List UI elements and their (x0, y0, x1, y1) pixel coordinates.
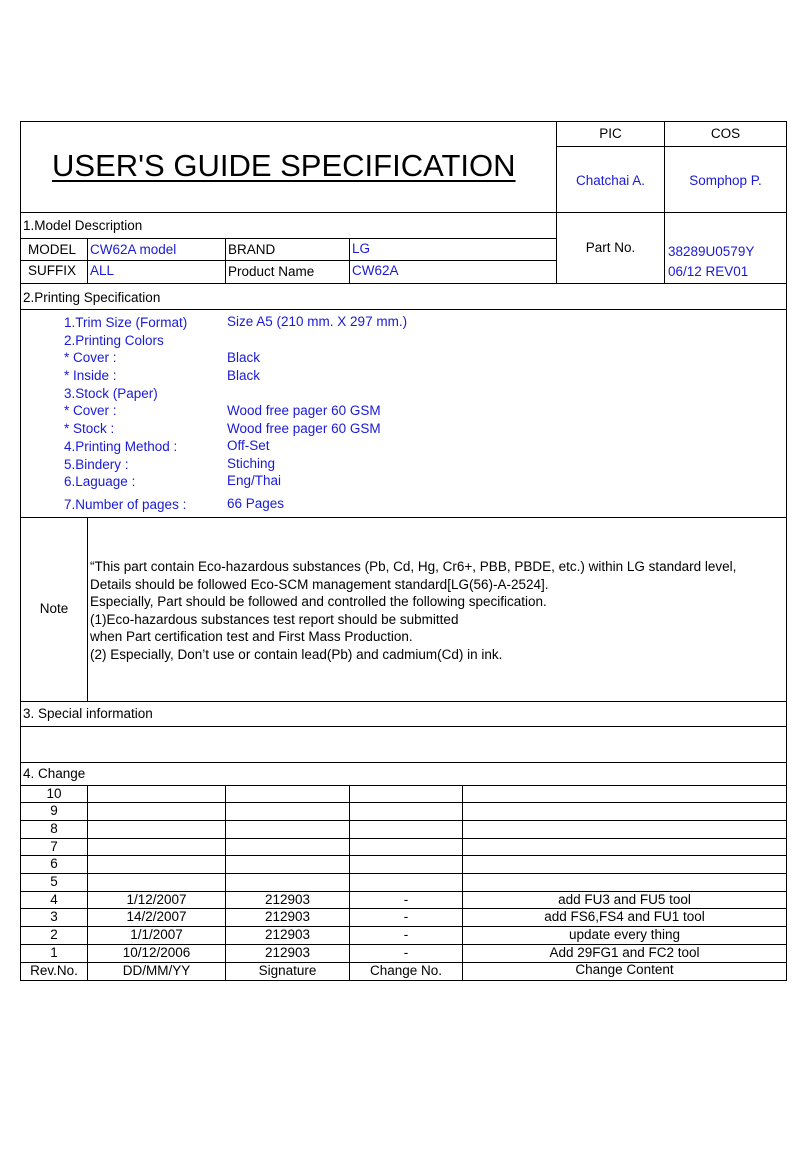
change-date: 10/12/2006 (122, 945, 191, 960)
spec-label: 5.Bindery : (64, 457, 129, 472)
change-no: - (403, 927, 409, 942)
spec-value: Black (227, 368, 261, 383)
change-no: - (403, 892, 409, 907)
col-header-date: DD/MM/YY (122, 963, 191, 978)
change-date: 1/12/2007 (126, 892, 187, 907)
change-no: - (403, 945, 409, 960)
suffix-label: SUFFIX (28, 263, 77, 278)
change-content: update every thing (568, 927, 681, 942)
spec-value: Wood free pager 60 GSM (227, 421, 381, 436)
spec-label: 3.Stock (Paper) (64, 386, 158, 401)
rev-no: 2 (50, 927, 58, 942)
rev-no: 9 (50, 803, 58, 818)
rev-no: 1 (50, 945, 58, 960)
spec-label: 4.Printing Method : (64, 439, 178, 454)
change-date: 14/2/2007 (126, 909, 187, 924)
note-line: (2) Especially, Don’t use or contain lead(Pb) and cadmium(Cd) in ink. (90, 646, 503, 662)
change-content: add FU3 and FU5 tool (558, 892, 691, 907)
pic-name: Chatchai A. (575, 173, 646, 188)
spec-value: Size A5 (210 mm. X 297 mm.) (227, 314, 408, 329)
spec-value: Off-Set (227, 438, 270, 453)
product-name-value: CW62A (352, 263, 399, 278)
section-model-description: 1.Model Description (23, 218, 143, 233)
col-header-change-no: Change No. (369, 963, 443, 978)
col-header-rev-no: Rev.No. (30, 963, 78, 978)
change-content: Add 29FG1 and FC2 tool (549, 945, 700, 960)
note-label: Note (39, 601, 69, 616)
section-change: 4. Change (23, 766, 86, 781)
col-header-signature: Signature (258, 963, 317, 978)
note-line: Especially, Part should be followed and controlled the following specification. (90, 594, 547, 610)
change-signature: 212903 (264, 909, 311, 924)
spec-label: * Cover : (64, 350, 117, 365)
change-signature: 212903 (264, 927, 311, 942)
part-no-value: 38289U0579Y (668, 244, 755, 259)
section-printing-spec: 2.Printing Specification (23, 290, 161, 305)
brand-label: BRAND (228, 242, 276, 257)
spec-sheet (20, 121, 787, 981)
pic-label: PIC (599, 126, 622, 141)
spec-value: Black (227, 350, 261, 365)
rev-no: 5 (50, 874, 58, 889)
rev-no: 6 (50, 856, 58, 871)
change-no: - (403, 909, 409, 924)
rev-no: 4 (50, 892, 58, 907)
product-name-label: Product Name (228, 264, 315, 279)
rev-no: 3 (50, 909, 58, 924)
note-line: Details should be followed Eco-SCM management standard[LG(56)-A-2524]. (90, 576, 549, 592)
spec-label: 1.Trim Size (Format) (64, 315, 188, 330)
rev-no: 7 (50, 839, 58, 854)
spec-label: * Cover : (64, 403, 117, 418)
change-date: 1/1/2007 (130, 927, 183, 942)
note-line: (1)Eco-hazardous substances test report should be submitted (90, 611, 459, 627)
change-content: add FS6,FS4 and FU1 tool (544, 909, 705, 924)
suffix-value: ALL (90, 263, 115, 278)
spec-value: Stiching (227, 456, 276, 471)
cos-name: Somphop P. (689, 173, 762, 188)
model-label: MODEL (28, 242, 77, 257)
rev-no: 10 (46, 786, 62, 801)
part-no-revision: 06/12 REV01 (668, 264, 749, 279)
spec-label: 2.Printing Colors (64, 333, 164, 348)
model-value: CW62A model (90, 242, 177, 257)
spec-value: Eng/Thai (227, 473, 282, 488)
part-no-label: Part No. (585, 240, 636, 255)
spec-label: 7.Number of pages : (64, 497, 187, 512)
col-header-change-content: Change Content (575, 962, 674, 977)
change-signature: 212903 (264, 892, 311, 907)
change-signature: 212903 (264, 945, 311, 960)
note-line: “This part contain Eco-hazardous substances (Pb, Cd, Hg, Cr6+, PBB, PBDE, etc.) within LG standard level, (90, 559, 737, 574)
spec-value: Wood free pager 60 GSM (227, 403, 381, 418)
note-line: when Part certification test and First Mass Production. (90, 629, 413, 645)
rev-no: 8 (50, 821, 58, 836)
spec-label: * Stock : (64, 421, 115, 436)
brand-value: LG (352, 241, 371, 256)
spec-label: 6.Laguage : (64, 474, 136, 489)
cos-label: COS (710, 126, 741, 141)
note-text (90, 558, 736, 664)
section-special-info: 3. Special information (23, 706, 153, 721)
spec-value: 66 Pages (227, 496, 285, 511)
spec-label: * Inside : (64, 368, 117, 383)
page-title: USER'S GUIDE SPECIFICATION (52, 148, 516, 183)
